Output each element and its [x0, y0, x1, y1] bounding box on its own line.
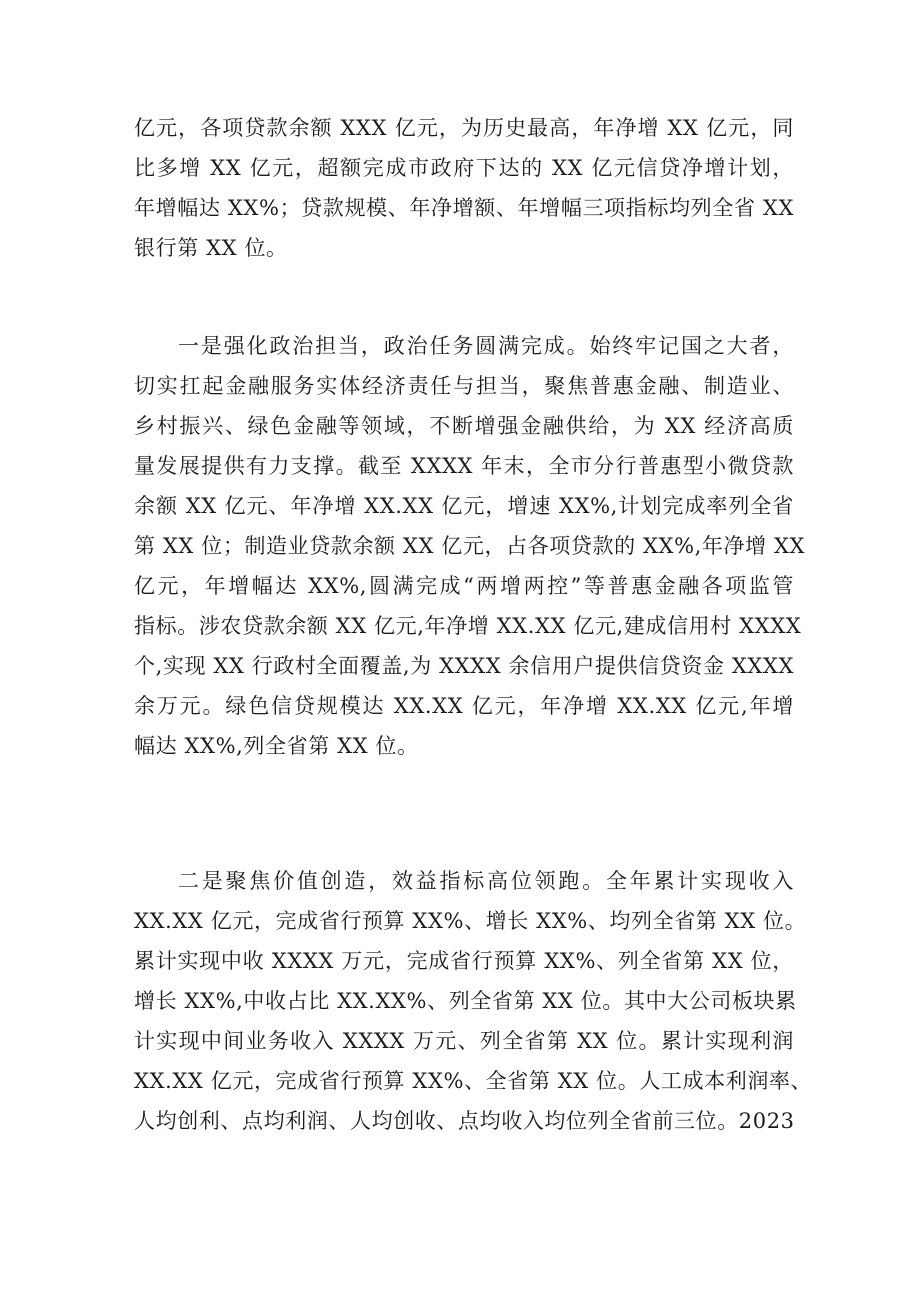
paragraph-loan-summary — [134, 108, 794, 268]
text-line: 指标。涉农贷款余额 XX 亿元,年净增 XX.XX 亿元,建成信用村 XXXX — [134, 614, 802, 638]
text-line: XX.XX 亿元，完成省行预算 XX%、增长 XX%、均列全省第 XX 位。 — [134, 909, 807, 933]
text-line: 人均创利、点均利润、人均创收、点均收入均位列全省前三位。2023 — [134, 1109, 795, 1133]
text-line: 二是聚焦价值创造，效益指标高位领跑。全年累计实现收入 — [178, 869, 794, 893]
text-line: 亿元，各项贷款余额 XXX 亿元，为历史最高，年净增 XX 亿元，同 — [134, 116, 794, 140]
text-line: 比多增 XX 亿元，超额完成市政府下达的 XX 亿元信贷净增计划， — [134, 156, 794, 180]
paragraph-political-task — [134, 326, 806, 766]
text-line: 计实现中间业务收入 XXXX 万元、列全省第 XX 位。累计实现利润 — [134, 1029, 794, 1053]
text-line: 幅达 XX%,列全省第 XX 位。 — [134, 734, 419, 758]
text-line: 量发展提供有力支撑。截至 XXXX 年末，全市分行普惠型小微贷款 — [134, 454, 794, 478]
text-line: 余万元。绿色信贷规模达 XX.XX 亿元，年净增 XX.XX 亿元,年增 — [134, 694, 794, 718]
text-line: 亿元，年增幅达 XX%,圆满完成“两增两控”等普惠金融各项监管 — [134, 574, 794, 598]
text-line: 一是强化政治担当，政治任务圆满完成。始终牢记国之大者， — [178, 334, 794, 358]
text-line: 银行第 XX 位。 — [134, 236, 288, 260]
text-line: 个,实现 XX 行政村全面覆盖,为 XXXX 余信用户提供信贷资金 XXXX — [134, 654, 795, 678]
text-line: 第 XX 位；制造业贷款余额 XX 亿元，占各项贷款的 XX%,年净增 XX — [134, 534, 806, 558]
text-line: 增长 XX%,中收占比 XX.XX%、列全省第 XX 位。其中大公司板块累 — [134, 989, 797, 1013]
text-line: 乡村振兴、绿色金融等领域，不断增强金融供给，为 XX 经济高质 — [134, 414, 794, 438]
text-line: 年增幅达 XX%；贷款规模、年净增额、年增幅三项指标均列全省 XX — [134, 196, 794, 220]
text-line: 累计实现中收 XXXX 万元，完成省行预算 XX%、列全省第 XX 位， — [134, 949, 794, 973]
text-line: 切实扛起金融服务实体经济责任与担当，聚焦普惠金融、制造业、 — [134, 374, 794, 398]
text-line: 余额 XX 亿元、年净增 XX.XX 亿元，增速 XX%,计划完成率列全省 — [134, 494, 794, 518]
text-line: XX.XX 亿元，完成省行预算 XX%、全省第 XX 位。人工成本利润率、 — [134, 1069, 813, 1093]
paragraph-value-creation — [134, 861, 813, 1141]
